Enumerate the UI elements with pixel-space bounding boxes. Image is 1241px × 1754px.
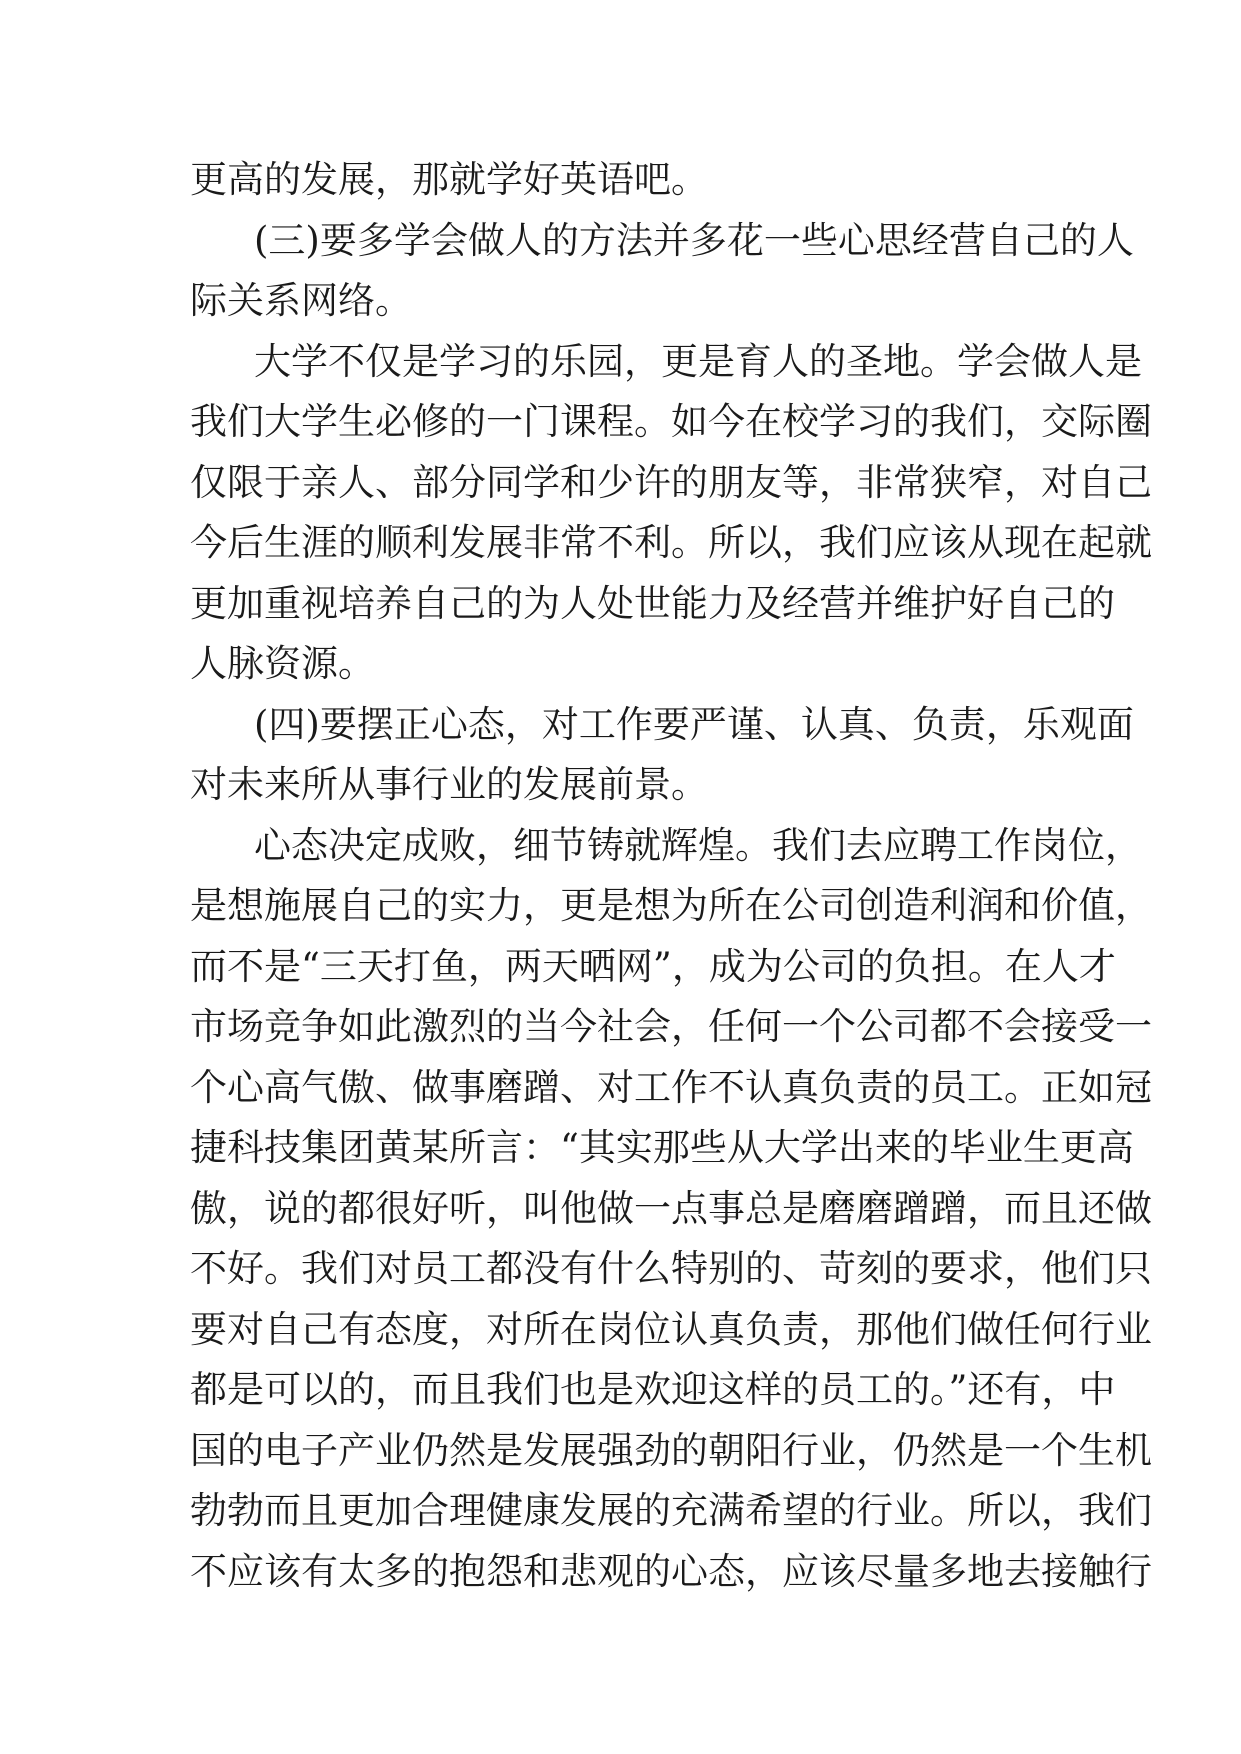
text-line: 都是可以的，而且我们也是欢迎这样的员工的。”还有，中 bbox=[190, 1368, 1116, 1411]
text-line: 市场竞争如此激烈的当今社会，任何一个公司都不会接受一 bbox=[190, 1005, 1152, 1048]
text-line: 更加重视培养自己的为人处世能力及经营并维护好自己的 bbox=[190, 581, 1115, 625]
text-line: 个心高气傲、做事磨蹭、对工作不认真负责的员工。正如冠 bbox=[190, 1065, 1152, 1109]
paragraph bbox=[190, 332, 1152, 695]
text-line: 捷科技集团黄某所言：“其实那些从大学出来的毕业生更高 bbox=[190, 1126, 1134, 1169]
text-line: 傲，说的都很好听，叫他做一点事总是磨磨蹭蹭，而且还做 bbox=[190, 1186, 1152, 1230]
text-line: 要对自己有态度，对所在岗位认真负责，那他们做任何行业 bbox=[190, 1307, 1152, 1351]
text-line: 对未来所从事行业的发展前景。 bbox=[190, 763, 708, 806]
text-line: 大学不仅是学习的乐园，更是育人的圣地。学会做人是 bbox=[254, 339, 1142, 383]
section-heading-4 bbox=[190, 695, 1134, 816]
document-body bbox=[190, 150, 1152, 1602]
text-line: (三)要多学会做人的方法并多花一些心思经营自己的人 bbox=[254, 218, 1134, 262]
text-line: 是想施展自己的实力，更是想为所在公司创造利润和价值， bbox=[190, 884, 1152, 927]
text-line: 国的电子产业仍然是发展强劲的朝阳行业，仍然是一个生机 bbox=[190, 1428, 1152, 1472]
text-line: 心态决定成败，细节铸就辉煌。我们去应聘工作岗位， bbox=[254, 823, 1142, 867]
section-heading-3 bbox=[190, 211, 1134, 332]
text-line: 人脉资源。 bbox=[190, 642, 375, 685]
text-line: 而不是“三天打鱼，两天晒网”，成为公司的负担。在人才 bbox=[190, 944, 1116, 988]
text-line: 勃勃而且更加合理健康发展的充满希望的行业。所以，我们 bbox=[190, 1489, 1152, 1532]
text-line: 仅限于亲人、部分同学和少许的朋友等，非常狭窄，对自己 bbox=[190, 460, 1152, 504]
paragraph-continuation bbox=[190, 150, 1052, 211]
text-line: 我们大学生必修的一门课程。如今在校学习的我们，交际圈 bbox=[190, 400, 1152, 443]
text-line: 今后生涯的顺利发展非常不利。所以，我们应该从现在起就 bbox=[190, 521, 1152, 564]
text-line: 不应该有太多的抱怨和悲观的心态，应该尽量多地去接触行 bbox=[190, 1549, 1152, 1593]
paragraph bbox=[190, 816, 1152, 1603]
text-line: (四)要摆正心态，对工作要严谨、认真、负责，乐观面 bbox=[254, 702, 1134, 746]
text-line: 更高的发展，那就学好英语吧。 bbox=[190, 158, 708, 201]
text-line: 际关系网络。 bbox=[190, 279, 412, 322]
text-line: 不好。我们对员工都没有什么特别的、苛刻的要求，他们只 bbox=[190, 1247, 1152, 1290]
